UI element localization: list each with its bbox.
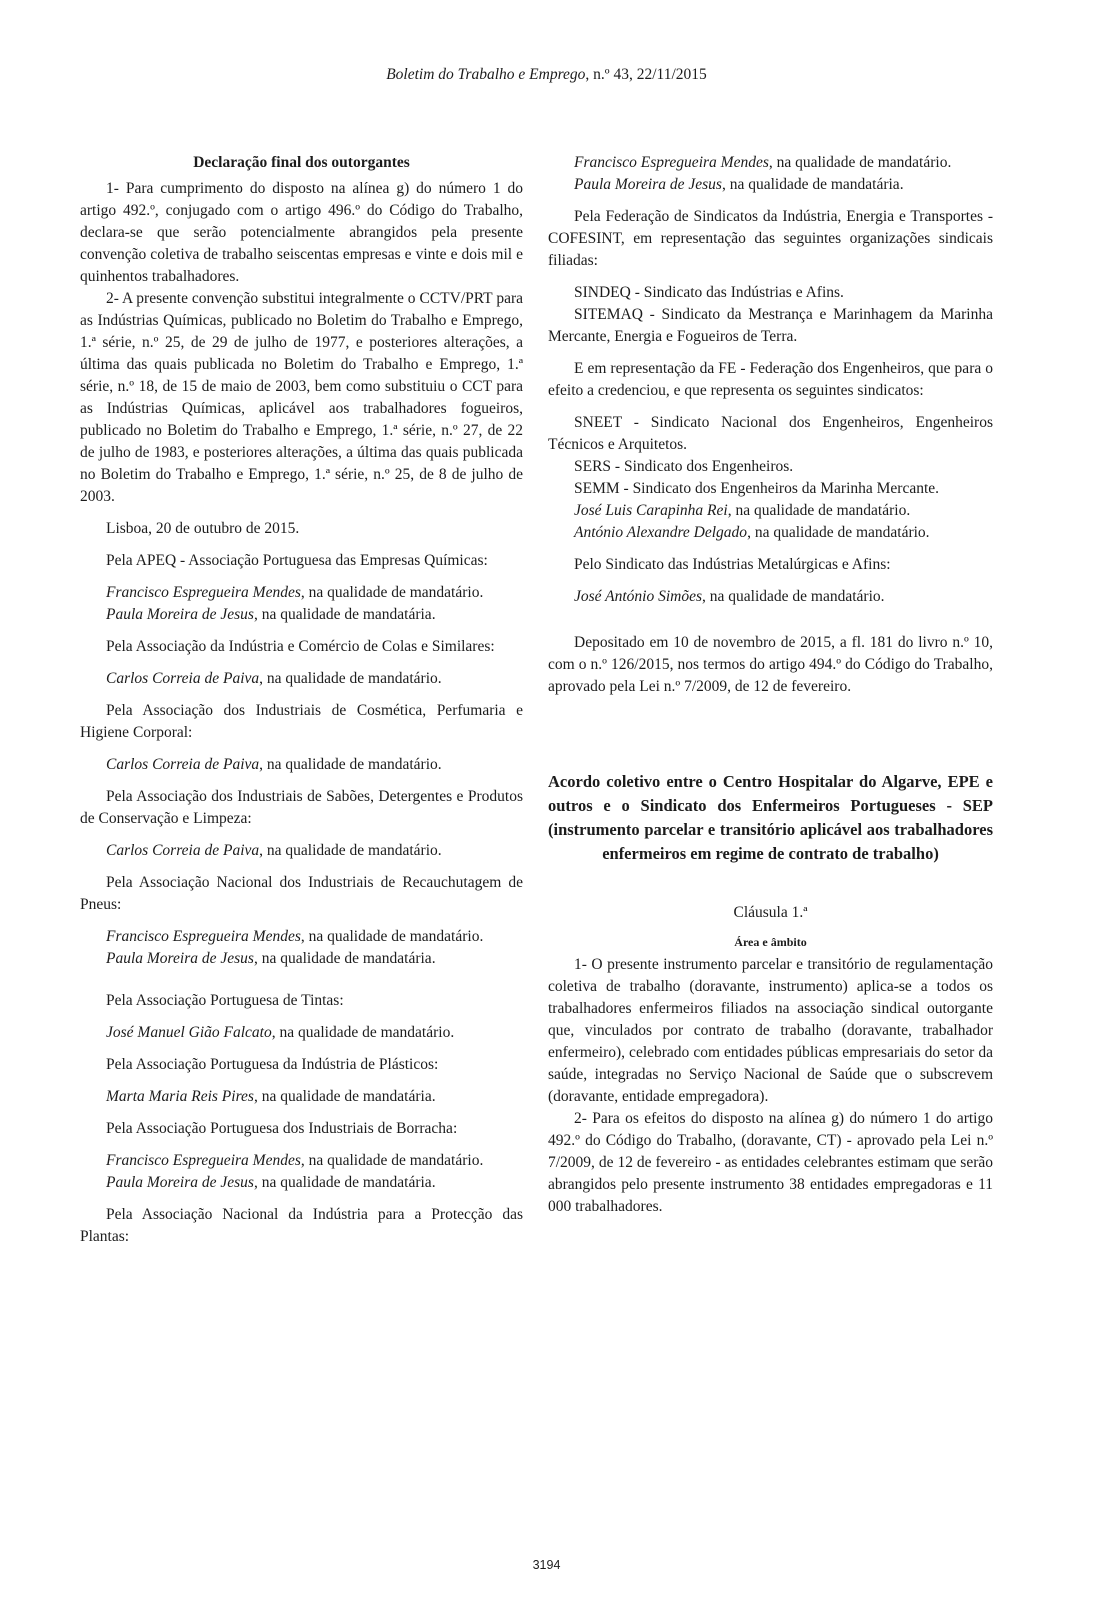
signatory-name: António Alexandre Delgado xyxy=(574,524,748,541)
signatory-line xyxy=(80,668,523,690)
union-item: SEMM - Sindicato dos Engenheiros da Marinha Mercante. xyxy=(574,480,940,497)
signatory-org: Pela Associação dos Industriais de Sabões, Detergentes e Produtos de Conservação e Limpeza: xyxy=(80,788,523,827)
signatory-name: Paula Moreira de Jesus xyxy=(574,176,722,193)
signatory-role: , na qualidade de mandatário. xyxy=(259,670,442,687)
deposit-note: Depositado em 10 de novembro de 2015, a fl. 181 do livro n.º 10, com o n.º 126/2015, nos termos do artigo 494.º do Código do Trabalho, aprovado pela Lei n.º 7/2009, de 12 de fevereiro. xyxy=(548,634,993,695)
signatory-name: José Manuel Gião Falcato xyxy=(106,1024,272,1041)
signatory-name: Francisco Espregueira Mendes xyxy=(106,928,301,945)
signatory-role: , na qualidade de mandatária. xyxy=(253,606,436,623)
signatory-role: , na qualidade de mandatário. xyxy=(727,502,911,519)
agreement-title: Acordo coletivo entre o Centro Hospitalar do Algarve, EPE e outros e o Sindicato dos Enfermeiros Portugueses - SEP (instrumento parcelar e transitório aplicável aos trabalhadores enfermeiros em regime de contrato de trabalho) xyxy=(548,772,993,863)
signatory-role: , na qualidade de mandatária. xyxy=(253,1174,436,1191)
signatory-line xyxy=(548,500,993,522)
union-item: SINDEQ - Sindicato das Indústrias e Afins. xyxy=(574,284,844,301)
signatory-org: Pelo Sindicato das Indústrias Metalúrgicas e Afins: xyxy=(574,556,891,573)
signatory-org: Pela APEQ - Associação Portuguesa das Empresas Químicas: xyxy=(106,552,488,569)
union-item: SNEET - Sindicato Nacional dos Engenheiros, Engenheiros Técnicos e Arquitetos. xyxy=(548,414,993,453)
paragraph-2: 2- A presente convenção substitui integralmente o CCTV/PRT para as Indústrias Químicas, publicado no Boletim do Trabalho e Emprego, 1.ª série, n.º 25, de 29 de julho de 1977, e posteriores alterações, a última das quais publicada no Boletim do Trabalho e Emprego, 1.ª série, n.º 18, de 15 de maio de 2003, bem como substituiu o CCT para as Indústrias Químicas, aplicável aos trabalhadores fogueiros, publicado no Boletim do Trabalho e Emprego, 1.ª série, n.º 27, de 22 de julho de 1983, e posteriores alterações, a última das quais publicada no Boletim do Trabalho e Emprego, 1.ª série, n.º 25, de 8 de julho de 2003. xyxy=(80,290,523,505)
signatory-role: , na qualidade de mandatária. xyxy=(253,1088,436,1105)
signatory-org: Pela Associação Portuguesa de Tintas: xyxy=(106,992,344,1009)
signatory-name: Francisco Espregueira Mendes xyxy=(106,584,301,601)
signatory-role: , na qualidade de mandatário. xyxy=(702,588,885,605)
signatory-line xyxy=(548,522,993,544)
signatory-line xyxy=(80,754,523,776)
signatory-role: , na qualidade de mandatário. xyxy=(259,842,442,859)
signatory-line xyxy=(80,1150,523,1172)
signatory-org: Pela Federação de Sindicatos da Indústria, Energia e Transportes - COFESINT, em representação das seguintes organizações sindicais filiadas: xyxy=(548,208,993,269)
clause-subtitle: Área e âmbito xyxy=(734,935,807,949)
signatory-line xyxy=(80,1086,523,1108)
signatory-name: Paula Moreira de Jesus xyxy=(106,1174,254,1191)
journal-title: Boletim do Trabalho e Emprego xyxy=(386,66,586,83)
signatory-org: E em representação da FE - Federação dos Engenheiros, que para o efeito a credenciou, e que representa os seguintes sindicatos: xyxy=(548,360,993,399)
signatory-name: Carlos Correia de Paiva xyxy=(106,842,260,859)
signatory-name: Paula Moreira de Jesus xyxy=(106,950,254,967)
section-heading: Declaração final dos outorgantes xyxy=(193,154,410,171)
page-number: 3194 xyxy=(532,1558,561,1572)
clause-paragraph-1: 1- O presente instrumento parcelar e transitório de regulamentação coletiva de trabalho (doravante, instrumento) aplica-se a todos os trabalhadores enfermeiros filiados na associação sindical outorgante que, vinculados por contrato de trabalho (doravante, trabalhador enfermeiro), celebrado com entidades públicas empresariais do setor da saúde, integradas no Serviço Nacional de Saúde que o subscrevem (doravante, entidade empregadora). xyxy=(548,956,993,1105)
right-column xyxy=(548,152,993,1218)
signatory-org: Pela Associação dos Industriais de Cosmética, Perfumaria e Higiene Corporal: xyxy=(80,702,523,741)
signatory-line xyxy=(80,926,523,948)
signatory-line xyxy=(80,604,523,626)
signatory-name: Francisco Espregueira Mendes xyxy=(574,154,769,171)
place-date: Lisboa, 20 de outubro de 2015. xyxy=(106,520,300,537)
signatory-role: , na qualidade de mandatária. xyxy=(721,176,904,193)
signatory-line xyxy=(80,948,523,970)
union-item: SERS - Sindicato dos Engenheiros. xyxy=(574,458,794,475)
signatory-org: Pela Associação Portuguesa dos Industriais de Borracha: xyxy=(106,1120,458,1137)
signatory-line xyxy=(548,174,993,196)
signatory-name: José António Simões xyxy=(574,588,703,605)
signatory-org: Pela Associação Portuguesa da Indústria de Plásticos: xyxy=(106,1056,439,1073)
left-column xyxy=(80,152,523,1248)
signatory-org: Pela Associação Nacional da Indústria para a Protecção das Plantas: xyxy=(80,1206,523,1245)
signatory-org: Pela Associação Nacional dos Industriais de Recauchutagem de Pneus: xyxy=(80,874,523,913)
union-item: SITEMAQ - Sindicato da Mestrança e Marinhagem da Marinha Mercante, Energia e Fogueiros de Terra. xyxy=(548,306,993,345)
signatory-name: Marta Maria Reis Pires xyxy=(106,1088,254,1105)
signatory-line xyxy=(80,1172,523,1194)
running-header xyxy=(0,66,1093,84)
clause-paragraph-2: 2- Para os efeitos do disposto na alínea g) do número 1 do artigo 492.º do Código do Trabalho, (doravante, CT) - aprovado pela Lei n.º 7/2009, de 12 de fevereiro - as entidades celebrantes estimam que serão abrangidos pelo presente instrumento 38 entidades empregadoras e 11 000 trabalhadores. xyxy=(548,1110,993,1215)
signatory-role: , na qualidade de mandatário. xyxy=(300,1152,484,1169)
signatory-line xyxy=(80,1022,523,1044)
signatory-role: , na qualidade de mandatário. xyxy=(300,584,484,601)
signatory-role: , na qualidade de mandatário. xyxy=(300,928,484,945)
signatory-name: José Luis Carapinha Rei xyxy=(574,502,728,519)
signatory-role: , na qualidade de mandatário. xyxy=(768,154,952,171)
signatory-line xyxy=(548,586,993,608)
signatory-line xyxy=(548,152,993,174)
signatory-role: , na qualidade de mandatária. xyxy=(253,950,436,967)
signatory-line xyxy=(80,582,523,604)
signatory-role: , na qualidade de mandatário. xyxy=(259,756,442,773)
issue-info: , n.º 43, 22/11/2015 xyxy=(585,66,707,83)
paragraph-1: 1- Para cumprimento do disposto na alínea g) do número 1 do artigo 492.º, conjugado com o artigo 496.º do Código do Trabalho, declara-se que serão potencialmente abrangidos pela presente convenção coletiva de trabalho seiscentas empresas e vinte e dois mil e quinhentos trabalhadores. xyxy=(80,180,523,285)
signatory-name: Paula Moreira de Jesus xyxy=(106,606,254,623)
signatory-role: , na qualidade de mandatário. xyxy=(271,1024,455,1041)
signatory-name: Francisco Espregueira Mendes xyxy=(106,1152,301,1169)
clause-title: Cláusula 1.ª xyxy=(733,904,808,921)
signatory-name: Carlos Correia de Paiva xyxy=(106,670,260,687)
signatory-line xyxy=(80,840,523,862)
signatory-role: , na qualidade de mandatário. xyxy=(747,524,930,541)
signatory-name: Carlos Correia de Paiva xyxy=(106,756,260,773)
signatory-org: Pela Associação da Indústria e Comércio de Colas e Similares: xyxy=(106,638,495,655)
